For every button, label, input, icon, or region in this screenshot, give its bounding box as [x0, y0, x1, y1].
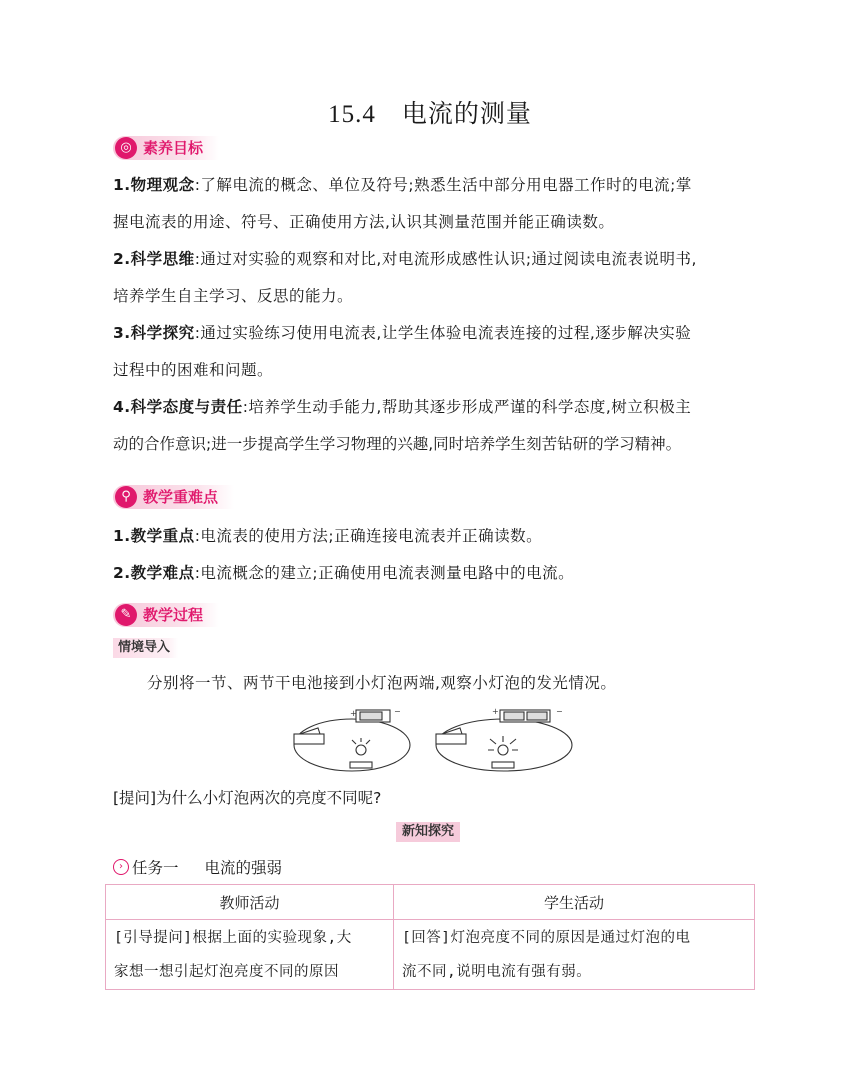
- goal-item-4-cont: 动的合作意识;进一步提高学生学习物理的兴趣,同时培养学生刻苦钻研的学习精神。: [113, 435, 682, 453]
- location-icon: ⚲: [115, 486, 137, 508]
- teacher-activity-header: 教师活动: [106, 885, 394, 920]
- intro-text: 分别将一节、两节干电池接到小灯泡两端,观察小灯泡的发光情况。: [147, 674, 617, 692]
- table-row: [106, 920, 755, 990]
- goal-item-4: 4.科学态度与责任:培养学生动手能力,帮助其逐步形成严谨的科学态度,树立积极主: [113, 398, 692, 416]
- circuit-one-battery: [294, 707, 410, 771]
- goal-item-3-cont: 过程中的困难和问题。: [113, 361, 274, 379]
- circuit-two-batteries: [436, 707, 572, 771]
- svg-text:+: +: [492, 707, 499, 716]
- keypoints-list: [113, 518, 753, 592]
- pencil-icon: ✎: [115, 604, 137, 626]
- new-knowledge-tag: 新知探究: [396, 822, 460, 842]
- keypoints-heading: [113, 485, 234, 509]
- goal-item-2-cont: 培养学生自主学习、反思的能力。: [113, 287, 354, 305]
- svg-text:−: −: [556, 707, 563, 716]
- question-text: [提问]为什么小灯泡两次的亮度不同呢?: [113, 789, 382, 807]
- section-title: 电流的测量: [401, 99, 532, 128]
- goal-item-1: 1.物理观念:了解电流的概念、单位及符号;熟悉生活中部分用电器工作时的电流;掌: [113, 176, 692, 194]
- task-heading: [113, 856, 282, 878]
- svg-text:+: +: [350, 709, 357, 718]
- keypoint-item-1: 1.教学重点:电流表的使用方法;正确连接电流表并正确读数。: [113, 527, 543, 545]
- activity-table: [105, 884, 755, 990]
- process-heading: [113, 603, 219, 627]
- goal-item-1-cont: 握电流表的用途、符号、正确使用方法,认识其测量范围并能正确读数。: [113, 213, 615, 231]
- circuit-illustrations: [290, 700, 580, 776]
- goals-heading-label: 素养目标: [143, 139, 204, 157]
- student-activity-cell: [回答]灯泡亮度不同的原因是通过灯泡的电 流不同,说明电流有强有弱。: [394, 920, 755, 990]
- goals-heading: [113, 136, 219, 160]
- teacher-activity-cell: [引导提问]根据上面的实验现象,大 家想一想引起灯泡亮度不同的原因: [106, 920, 394, 990]
- goal-item-3: 3.科学探究:通过实验练习使用电流表,让学生体验电流表连接的过程,逐步解决实验: [113, 324, 692, 342]
- target-icon: ◎: [115, 137, 137, 159]
- task-label: 任务一: [132, 859, 179, 877]
- section-number: 15.4: [328, 101, 376, 128]
- student-activity-header: 学生活动: [394, 885, 755, 920]
- goals-list: [113, 167, 753, 463]
- keypoint-item-2: 2.教学难点:电流概念的建立;正确使用电流表测量电路中的电流。: [113, 564, 575, 582]
- svg-text:−: −: [394, 707, 401, 716]
- goal-item-2: 2.科学思维:通过对实验的观察和对比,对电流形成感性认识;通过阅读电流表说明书,: [113, 250, 697, 268]
- chevron-right-icon: ›: [113, 859, 129, 875]
- page-title: [0, 94, 860, 130]
- intro-tag: 情境导入: [113, 638, 178, 658]
- process-heading-label: 教学过程: [143, 606, 204, 624]
- table-header-row: [106, 885, 755, 920]
- keypoints-heading-label: 教学重难点: [143, 488, 219, 506]
- task-title: 电流的强弱: [204, 859, 283, 877]
